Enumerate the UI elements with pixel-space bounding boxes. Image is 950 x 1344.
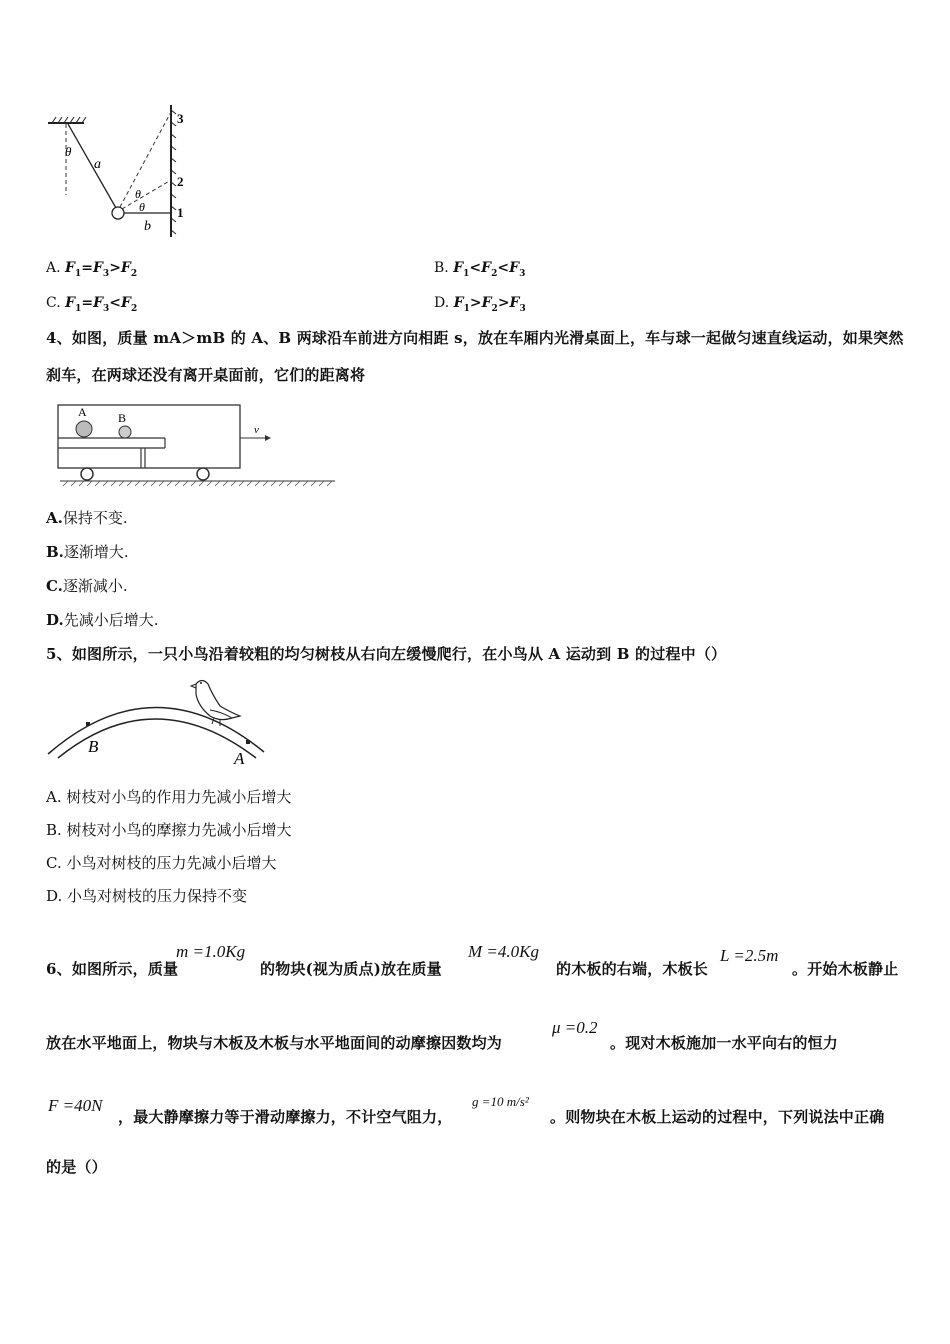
q4-option-a: A.保持不变. <box>46 509 128 527</box>
q6-line2-b: 。现对木板施加一水平向右的恒力 <box>610 1034 839 1052</box>
q3-option-d: D. $F_1>F_2>F_3$ <box>434 295 526 314</box>
label-3: 3 <box>177 111 184 126</box>
ball-a-label: A <box>78 405 87 419</box>
label-theta-mid: θ <box>135 187 141 201</box>
q6-length-L: L =2.5m <box>720 946 779 965</box>
point-a-label: A <box>234 749 245 768</box>
label-2: 2 <box>177 174 184 189</box>
q4-stem-line2: 刹车，在两球还没有离开桌面前，它们的距离将 <box>46 366 366 384</box>
label-a: a <box>94 157 101 172</box>
q5-option-b: B. 树枝对小鸟的摩擦力先减小后增大 <box>46 821 292 839</box>
bird-branch-figure <box>44 672 274 772</box>
q4-option-d: D.先减小后增大. <box>46 611 159 629</box>
velocity-label: v <box>254 424 259 436</box>
q4-stem-line1: 4、如图，质量 mA＞mB 的 A、B 两球沿车前进方向相距 s，放在车厢内光滑桌面上，车与球一起做匀速直线运动，如果突然 <box>46 329 904 347</box>
q6-gravity-g: g =10 m/s² <box>472 1094 529 1109</box>
q6-line3-a: ，最大静摩擦力等于滑动摩擦力，不计空气阻力， <box>118 1108 453 1126</box>
q5-option-d: D. 小鸟对树枝的压力保持不变 <box>46 887 248 905</box>
ball-b-label: B <box>118 411 127 425</box>
q6-mu: μ =0.2 <box>552 1018 598 1037</box>
q5-stem: 5、如图所示，一只小鸟沿着较粗的均匀树枝从右向左缓慢爬行，在小鸟从 A 运动到 B 的过程中（） <box>46 645 727 663</box>
q3-option-a: A. $F_1=F_3>F_2$ <box>46 260 138 279</box>
label-b: b <box>144 219 151 234</box>
label-1: 1 <box>177 205 184 220</box>
q6-line2-a: 放在水平地面上，物块与木板及木板与水平地面间的动摩擦因数均为 <box>46 1034 503 1052</box>
q6-mass-m: m =1.0Kg <box>176 942 246 961</box>
q6-line3-b: 。则物块在木板上运动的过程中，下列说法中正确 <box>550 1108 885 1126</box>
q5-option-a: A. 树枝对小鸟的作用力先减小后增大 <box>46 788 292 806</box>
pendulum-figure <box>40 100 200 245</box>
q6-line4: 的是（） <box>46 1158 107 1176</box>
q5-option-c: C. 小鸟对树枝的压力先减小后增大 <box>46 854 277 872</box>
label-theta-top: θ <box>65 144 72 159</box>
point-b-label: B <box>88 737 99 756</box>
q4-option-b: B.逐渐增大. <box>46 543 129 561</box>
q6-line1-b: 的物块(视为质点)放在质量 <box>260 960 442 978</box>
q6-force-F: F =40N <box>48 1096 103 1115</box>
q6-mass-M: M =4.0Kg <box>468 942 539 961</box>
q3-option-b: B. $F_1<F_2<F_3$ <box>434 260 526 279</box>
label-theta-low: θ <box>139 200 145 214</box>
q4-option-c: C.逐渐减小. <box>46 577 128 595</box>
q6-line1-a: 6、如图所示，质量 <box>46 960 179 978</box>
cart-figure <box>55 398 355 493</box>
q3-option-c: C. $F_1=F_3<F_2$ <box>46 295 138 314</box>
q6-line1-c: 的木板的右端，木板长 <box>556 960 709 978</box>
q6-line1-d: 。开始木板静止 <box>792 960 899 978</box>
